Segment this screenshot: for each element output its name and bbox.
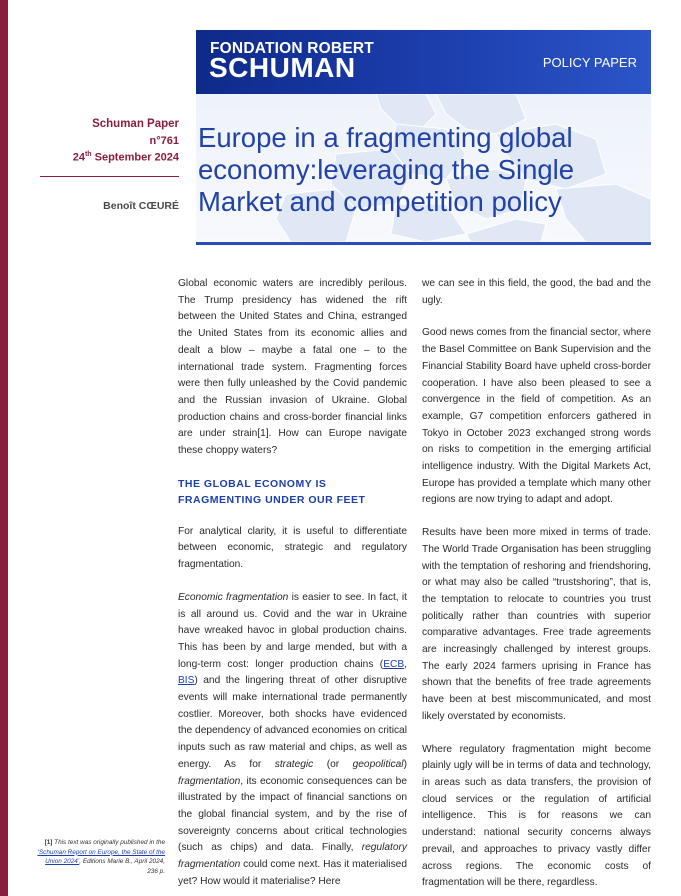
- right-column: [422, 276, 651, 892]
- footnote: [1] This text was originally published in the ‘Schuman Report on Europe, the State of the Union 2024’, Editions Marie B., April 2024, 236 p.: [37, 839, 165, 875]
- footnote-number: [1]: [44, 839, 53, 846]
- economic-fragmentation-paragraph: Economic fragmentation is easier to see. In fact, it is all around us. Covid and the war in Ukraine have wreaked havoc in global production chains. This has been by and large mended, but with a long-term cost: longer production chains (ECB, BIS) and the lingering threat of other disruptive events will make international trade permanently costlier. Moreover, both shocks have evidenced the dependency of advanced economies on critical inputs such as raw material and chips, as well as energy. As for strategic (or geopolitical) fragmentation, its economic consequences can be illustrated by the impact of financial sanctions on the global financial system, and by the rise of sovereignty concerns about critical technologies (such as chips) and data. Finally, regulatory fragmentation could come next. Has it materialised yet? How would it materialise? Here: [178, 591, 407, 887]
- publication-date: 24th September 2024: [72, 151, 179, 164]
- left-column: [178, 276, 407, 891]
- brand-logo: SCHUMAN: [209, 52, 356, 83]
- bis-link[interactable]: BIS: [178, 675, 195, 687]
- footnote-link[interactable]: ‘Schuman Report on Europe, the State of the Union 2024’: [37, 848, 165, 865]
- page-title: Europe in a fragmenting global economy:leveraging the Single Market and competition policy: [198, 122, 575, 217]
- meta-divider: [40, 176, 179, 177]
- fragmentation-paragraph: For analytical clarity, it is useful to differentiate between economic, strategic and regulatory fragmentation.: [178, 525, 407, 571]
- right-paragraph-1: we can see in this field, the good, the bad and the ugly.: [422, 278, 651, 306]
- policy-paper-label: POLICY PAPER: [542, 55, 637, 70]
- right-paragraph-3: Results have been more mixed in terms of trade. The World Trade Organisation has been struggling with the temptation of reshoring and friendshoring, or what may also be called “trustshoring”, that is, the temptation to relocate to countries you trust politically rather than countries with superior comparative advantages. Free trade agreements are increasingly challenged by interest groups. The early 2024 farmers uprising in France has shown that the benefits of free trade agreements have been at best miscommunicated, and most likely overstated by economists.: [422, 527, 651, 722]
- paper-number: n°761: [149, 135, 179, 147]
- section-heading: THE GLOBAL ECONOMY IS FRAGMENTING UNDER OUR FEET: [178, 477, 366, 506]
- left-accent-bar: [0, 0, 8, 896]
- ecb-link[interactable]: ECB: [383, 658, 405, 670]
- brand-line-1: FONDATION ROBERT: [210, 40, 374, 57]
- author-name: Benoît CŒURÉ: [103, 200, 179, 212]
- title-underline: [196, 242, 651, 245]
- right-paragraph-2: Good news comes from the financial sector, where the Basel Committee on Bank Supervision and the Financial Stability Board have upheld cross-border cooperation. I have also been pleased to see a convergence in the field of competition. As an example, G7 competition enforcers gathered in Tokyo in October 2023 exchanged strong words on risks to competition in the emerging artificial intelligence industry. With the Digital Markets Act, Europe has provided a template which many other regions are now trying to adapt and adopt.: [422, 327, 651, 506]
- right-paragraph-4: Where regulatory fragmentation might become plainly ugly will be in terms of data and technology, in areas such as data transfers, the provision of cloud services or the regulation of artificial intelligence. This is for reasons we can understand: national security concerns always prevail, and approaches to privacy vastly differ across regions. The economic costs of fragmentation will be there, regardless.: [422, 743, 651, 889]
- series-label: Schuman Paper: [92, 118, 179, 130]
- intro-paragraph: Global economic waters are incredibly perilous. The Trump presidency has widened the rift between the United States and China, estranged the United States from its economic allies and dealt a blow – maybe a fatal one – to the international trade system. Fragmenting forces were then fully unleashed by the Covid pandemic and the Russian invasion of Ukraine. Global production chains and cross-border financial links are under strain[1]. How can Europe navigate these choppy waters?: [178, 278, 407, 457]
